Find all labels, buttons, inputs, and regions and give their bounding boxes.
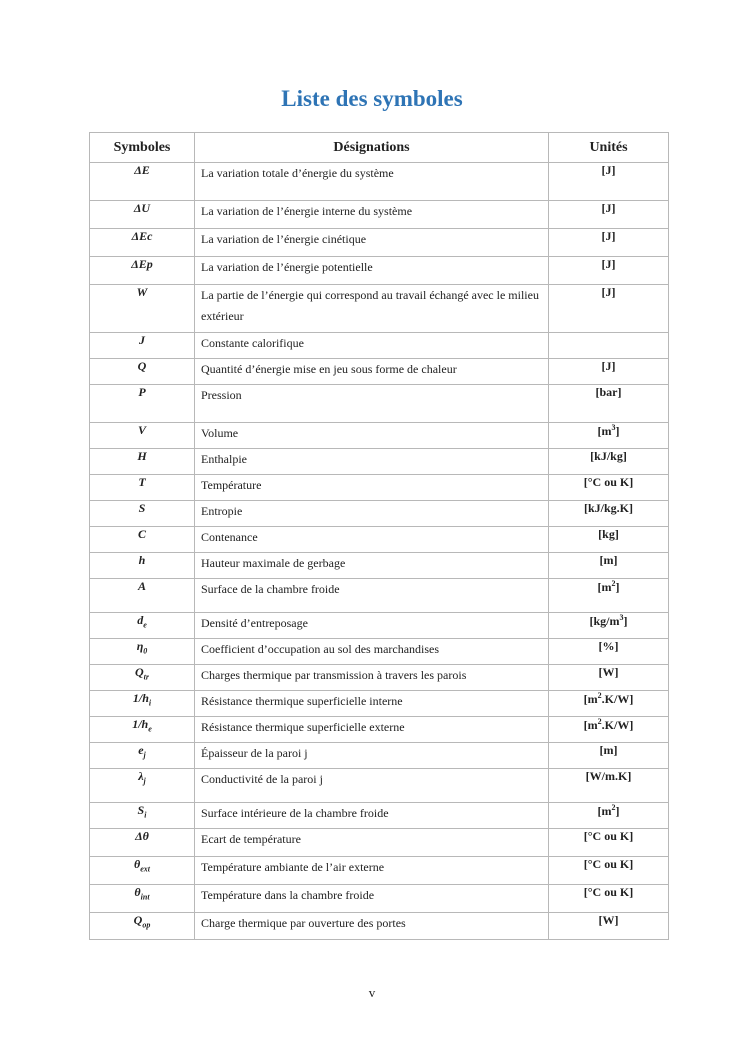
symbol-base: Q [133,913,143,927]
unit-cell [549,743,669,769]
unit-tail: ] [615,804,620,818]
symbol-cell [90,829,195,857]
unit-text: [m] [599,743,618,757]
symbol-cell [90,475,195,501]
unit-cell [549,665,669,691]
symbol-base: h [138,553,146,567]
symbol-base: λ [138,769,144,783]
designation-cell: Contenance [195,527,549,553]
symbol-subscript: j [143,750,146,760]
unit-cell [549,257,669,285]
symbol-cell [90,579,195,613]
designation-cell: Ecart de température [195,829,549,857]
unit-cell [549,717,669,743]
designation-cell: Température dans la chambre froide [195,885,549,913]
unit-cell [549,385,669,423]
symbol-cell [90,285,195,333]
symbol-base: 1/h [132,717,149,731]
unit-cell [549,423,669,449]
designation-cell: Résistance thermique superficielle interne [195,691,549,717]
table-row [90,385,669,423]
designation-cell: La variation totale d’énergie du système [195,163,549,201]
designation-cell: Coefficient d’occupation au sol des marchandises [195,639,549,665]
symbol-cell [90,229,195,257]
symbol-subscript: int [140,892,150,902]
table-row [90,501,669,527]
unit-text: [m [597,580,612,594]
symbol-cell [90,913,195,940]
unit-cell [549,769,669,803]
designation-cell: Surface de la chambre froide [195,579,549,613]
symbol-cell [90,527,195,553]
unit-text: [m] [599,553,618,567]
designation-cell: Charge thermique par ouverture des portes [195,913,549,940]
symbol-base: C [137,527,146,541]
unit-cell [549,803,669,829]
designation-cell: Hauteur maximale de gerbage [195,553,549,579]
symbols-table [89,132,669,940]
symbol-base: η [136,639,144,653]
unit-text: [W] [598,913,619,927]
symbol-cell [90,257,195,285]
symbol-cell [90,201,195,229]
unit-cell [549,475,669,501]
symbol-cell [90,769,195,803]
unit-superscript: 2 [611,803,616,812]
unit-cell [549,613,669,639]
table-header-row [90,133,669,163]
unit-cell [549,857,669,885]
table-body [90,163,669,940]
symbol-subscript: i [148,698,152,708]
table-row [90,449,669,475]
symbol-cell [90,613,195,639]
unit-tail: .K/W] [601,718,634,732]
page-number: v [368,985,376,1000]
unit-tail: ] [623,614,628,628]
table-row [90,423,669,449]
page-title: Liste des symboles [281,86,463,111]
unit-text: [J] [601,201,616,215]
unit-cell [549,579,669,613]
unit-superscript: 3 [611,423,616,432]
unit-tail: .K/W] [601,692,634,706]
designation-cell: Température [195,475,549,501]
designation-cell: Température ambiante de l’air externe [195,857,549,885]
unit-cell [549,501,669,527]
unit-text: [J] [601,359,616,373]
symbol-base: ΔEc [131,229,153,243]
table-row [90,857,669,885]
table-row [90,579,669,613]
symbol-base: W [136,285,148,299]
unit-cell [549,829,669,857]
table-row [90,803,669,829]
unit-tail: ] [615,424,620,438]
unit-text: [J] [601,163,616,177]
unit-superscript: 2 [611,579,616,588]
unit-text: [kJ/kg] [590,449,627,463]
unit-text: [m [583,718,598,732]
unit-text: [W] [598,665,619,679]
symbol-base: P [138,385,146,399]
symbol-base: S [137,803,145,817]
symbol-base: Q [134,665,144,679]
unit-cell [549,527,669,553]
symbol-base: 1/h [132,691,149,705]
symbol-subscript: j [143,776,146,786]
designation-cell: La variation de l’énergie cinétique [195,229,549,257]
symbol-cell [90,333,195,359]
symbol-cell [90,857,195,885]
symbol-cell [90,691,195,717]
symbol-base: H [137,449,147,463]
symbol-subscript: op [142,920,151,930]
symbol-base: J [139,333,145,347]
symbol-cell [90,743,195,769]
unit-text: [W/m.K] [585,769,632,783]
symbol-base: ΔE [134,163,150,177]
table-row [90,475,669,501]
symbol-subscript: 0 [143,646,148,656]
table-row [90,163,669,201]
table-row [90,333,669,359]
unit-cell [549,639,669,665]
symbol-cell [90,885,195,913]
designation-cell: La variation de l’énergie interne du système [195,201,549,229]
header-designations: Désignations [195,133,549,163]
unit-text: [°C ou K] [583,829,634,843]
symbol-cell [90,553,195,579]
table-row [90,885,669,913]
unit-cell [549,691,669,717]
symbol-base: V [137,423,146,437]
designation-cell: Densité d’entreposage [195,613,549,639]
symbol-cell [90,423,195,449]
unit-cell [549,449,669,475]
symbol-base: ΔU [133,201,151,215]
unit-text: [m [597,804,612,818]
symbol-cell [90,639,195,665]
designation-cell: Quantité d’énergie mise en jeu sous forme de chaleur [195,359,549,385]
symbol-base: S [138,501,146,515]
designation-cell: Charges thermique par transmission à travers les parois [195,665,549,691]
unit-cell [549,333,669,359]
unit-cell [549,359,669,385]
unit-text: [°C ou K] [583,475,634,489]
table-row [90,769,669,803]
symbol-cell [90,359,195,385]
table-row [90,553,669,579]
table-row [90,285,669,333]
symbol-subscript: e [148,724,152,734]
designation-cell: Volume [195,423,549,449]
table-row [90,743,669,769]
unit-text: [J] [601,229,616,243]
header-symbols: Symboles [90,133,195,163]
symbol-subscript: i [144,810,147,820]
table-row [90,201,669,229]
table-row [90,639,669,665]
symbol-base: d [137,613,144,627]
table-row [90,229,669,257]
designation-cell: Surface intérieure de la chambre froide [195,803,549,829]
designation-cell: La partie de l’énergie qui correspond au travail échangé avec le milieu extérieur [195,285,549,333]
unit-cell [549,229,669,257]
unit-tail: ] [615,580,620,594]
designation-cell: Résistance thermique superficielle externe [195,717,549,743]
unit-cell [549,285,669,333]
symbol-base: θ [133,857,141,871]
unit-text: [m [597,424,612,438]
symbol-cell [90,385,195,423]
unit-cell [549,885,669,913]
unit-text: [m [583,692,598,706]
header-units: Unités [549,133,669,163]
unit-cell [549,201,669,229]
unit-text: [°C ou K] [583,885,634,899]
symbol-cell [90,163,195,201]
symbol-base: e [138,743,144,757]
table-row [90,913,669,940]
designation-cell: Conductivité de la paroi j [195,769,549,803]
unit-text: [kJ/kg.K] [583,501,633,515]
symbol-base: ΔEp [131,257,153,271]
symbol-base: θ [134,885,141,899]
table-row [90,717,669,743]
symbol-subscript: tr [143,672,149,682]
designation-cell: Entropie [195,501,549,527]
symbol-cell [90,803,195,829]
designation-cell: Enthalpie [195,449,549,475]
designation-cell: La variation de l’énergie potentielle [195,257,549,285]
symbol-cell [90,449,195,475]
unit-superscript: 2 [597,717,602,726]
symbol-cell [90,717,195,743]
symbol-base: A [137,579,146,593]
symbol-cell [90,501,195,527]
table-row [90,613,669,639]
table-row [90,665,669,691]
symbol-base: Δθ [135,829,149,843]
table-row [90,691,669,717]
symbol-base: T [138,475,146,489]
unit-text: [°C ou K] [583,857,634,871]
table-row [90,257,669,285]
symbol-cell [90,665,195,691]
designation-cell: Constante calorifique [195,333,549,359]
symbol-subscript: e [143,620,147,630]
unit-cell [549,913,669,940]
table-row [90,829,669,857]
unit-cell [549,553,669,579]
table-row [90,527,669,553]
unit-text: [kg/m [589,614,620,628]
designation-cell: Épaisseur de la paroi j [195,743,549,769]
unit-cell [549,163,669,201]
symbol-subscript: ext [140,864,150,874]
unit-text: [J] [601,285,616,299]
unit-text: [%] [598,639,619,653]
unit-text: [kg] [598,527,619,541]
unit-superscript: 2 [597,691,602,700]
designation-cell: Pression [195,385,549,423]
unit-superscript: 3 [619,613,624,622]
unit-text: [bar] [595,385,622,399]
unit-text: [J] [601,257,616,271]
table-row [90,359,669,385]
symbol-base: Q [137,359,147,373]
